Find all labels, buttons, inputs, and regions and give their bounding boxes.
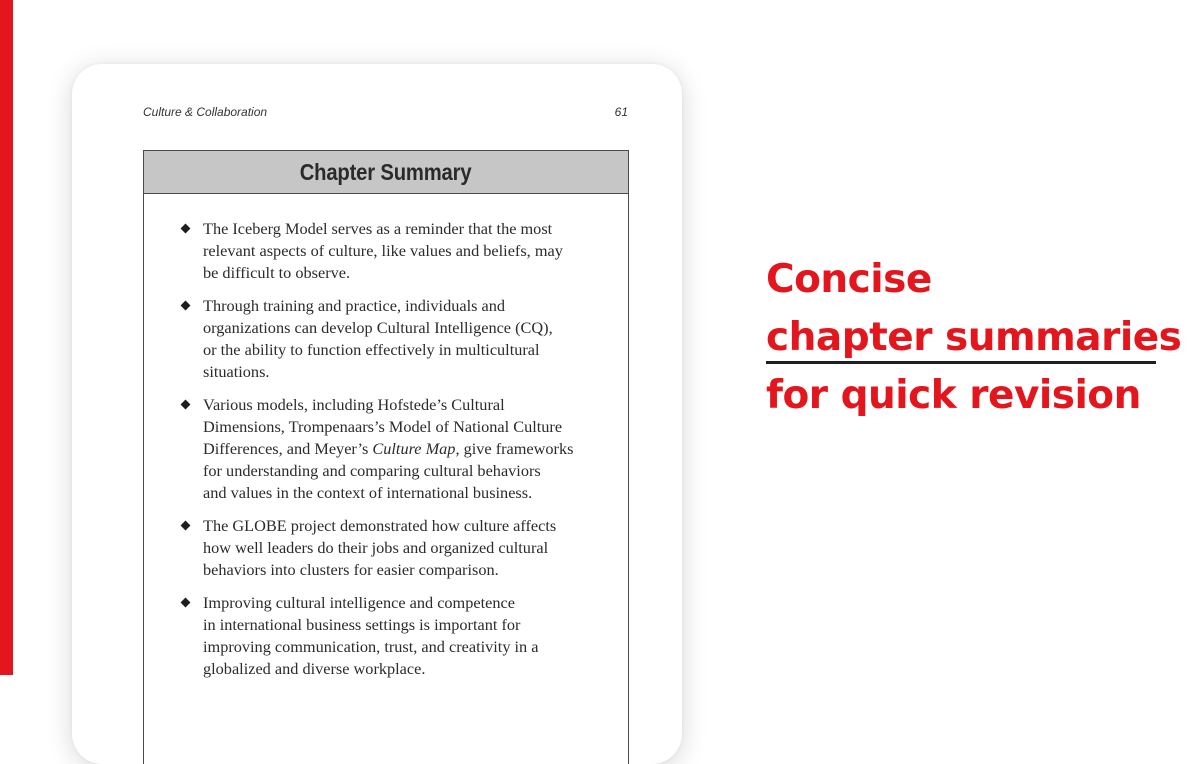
summary-item-line: Through training and practice, individuals and — [203, 296, 506, 315]
summary-list — [144, 194, 628, 680]
running-head: Culture & Collaboration — [143, 105, 268, 119]
summary-item-line: improving communication, trust, and creativity in a — [203, 637, 539, 656]
summary-item-line: behaviors into clusters for easier comparison. — [203, 560, 499, 579]
promo-underline — [766, 361, 1156, 364]
summary-item-line: Various models, including Hofstede’s Cultural — [203, 395, 505, 414]
chapter-summary-box — [143, 150, 629, 764]
summary-item-line: or the ability to function effectively in multicultural — [203, 340, 540, 359]
summary-item-line: for understanding and comparing cultural behaviors — [203, 461, 541, 480]
summary-item-line: The Iceberg Model serves as a reminder that the most — [203, 219, 553, 238]
summary-item-line: globalized and diverse workplace. — [203, 659, 426, 678]
summary-item-line: in international business settings is important for — [203, 615, 521, 634]
summary-item — [182, 515, 614, 581]
summary-item — [182, 592, 614, 680]
book-title-emphasis: Culture Map — [372, 439, 456, 458]
diamond-bullet-icon — [181, 301, 191, 311]
summary-item-line: The GLOBE project demonstrated how culture affects — [203, 516, 557, 535]
chapter-summary-title: Chapter Summary — [300, 158, 472, 185]
summary-item-line: and values in the context of international business. — [203, 483, 533, 502]
diamond-bullet-icon — [181, 400, 191, 410]
red-accent-stripe — [0, 0, 13, 675]
chapter-summary-header — [144, 151, 628, 194]
summary-item-line: Dimensions, Trompenaars’s Model of National Culture — [203, 417, 563, 436]
summary-item-line: Differences, and Meyer’s Culture Map, give frameworks — [203, 439, 574, 458]
summary-item — [182, 394, 614, 504]
summary-item — [182, 218, 614, 284]
diamond-bullet-icon — [181, 521, 191, 531]
page-number: 61 — [614, 105, 628, 119]
summary-item-line: situations. — [203, 362, 270, 381]
promo-line: Concise — [766, 257, 932, 302]
tablet-page-frame — [72, 64, 682, 764]
diamond-bullet-icon — [181, 598, 191, 608]
diamond-bullet-icon — [181, 224, 191, 234]
promo-headline — [766, 251, 1181, 425]
summary-item-line: organizations can develop Cultural Intelligence (CQ), — [203, 318, 553, 337]
summary-item-line: be difficult to observe. — [203, 263, 351, 282]
promo-line: for quick revision — [766, 373, 1141, 418]
summary-item-line: Improving cultural intelligence and competence — [203, 593, 515, 612]
summary-item — [182, 295, 614, 383]
promo-line: chapter summaries — [766, 315, 1182, 360]
summary-item-line: how well leaders do their jobs and organized cultural — [203, 538, 549, 557]
summary-item-line: relevant aspects of culture, like values and beliefs, may — [203, 241, 563, 260]
